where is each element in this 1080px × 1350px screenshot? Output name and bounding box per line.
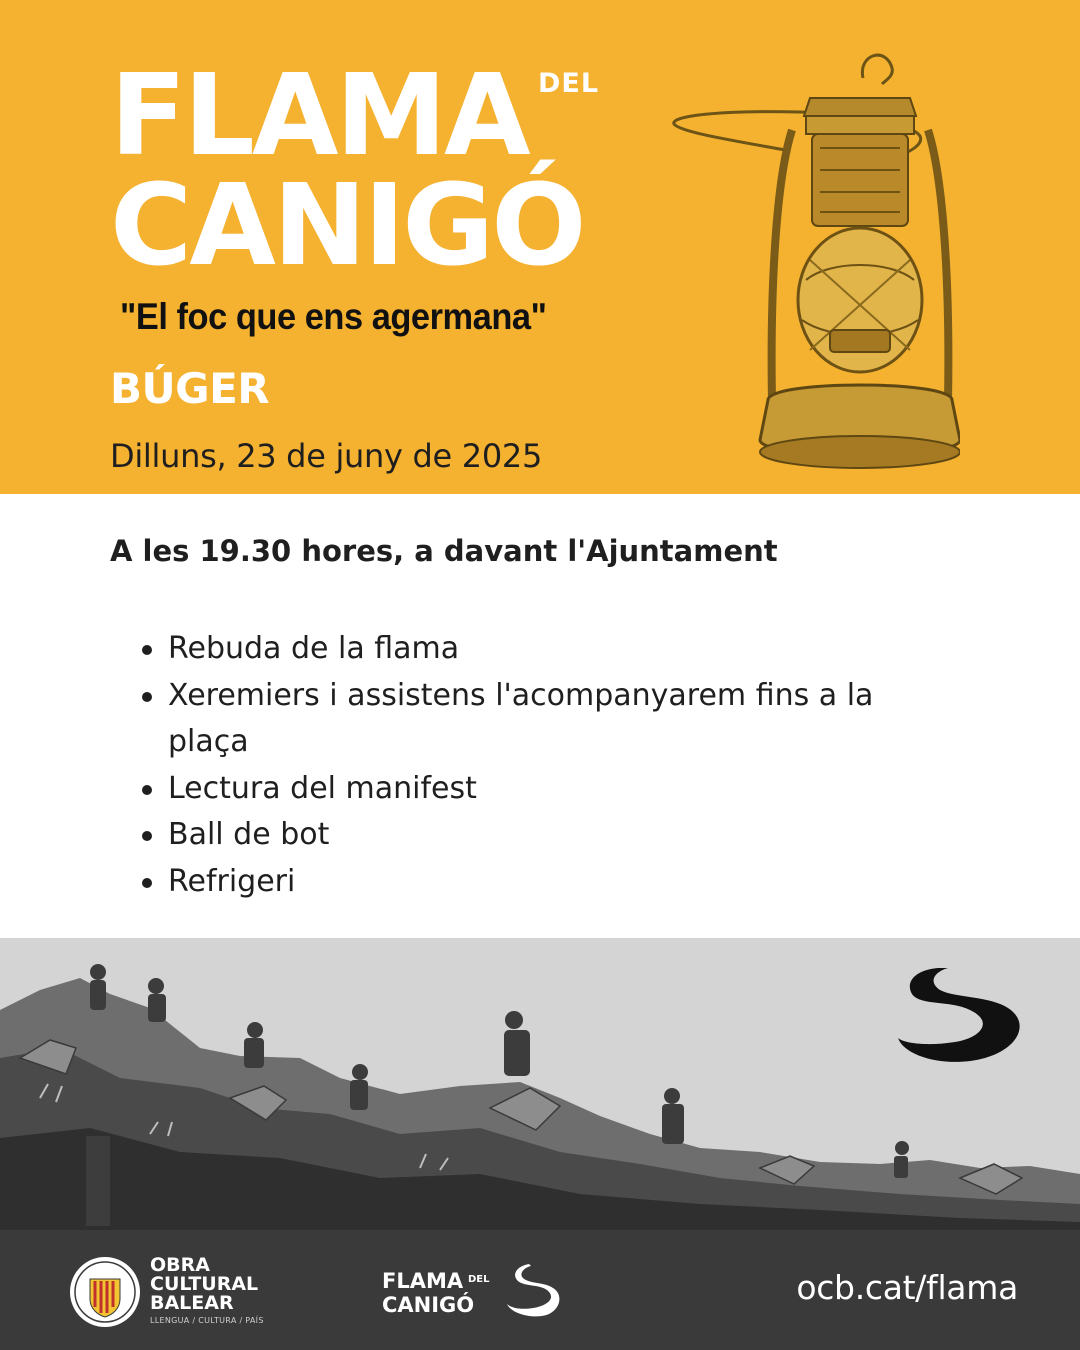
list-item: Xeremiers i assistens l'acompanyarem fins a la plaça [140, 673, 900, 766]
list-item: Refrigeri [140, 859, 900, 906]
mountain-hikers-image [0, 938, 1080, 1230]
website-link[interactable]: ocb.cat/flama [796, 1268, 1018, 1307]
title-canigo: CANIGÓ [110, 161, 584, 291]
ocb-line1: OBRA [150, 1254, 210, 1276]
ocb-tagline: LLENGUA / CULTURA / PAÍS [150, 1316, 264, 1325]
hikers-photo [0, 938, 1080, 1230]
footer [0, 1230, 1080, 1350]
activities-list [140, 626, 900, 905]
ocb-name [150, 1256, 258, 1313]
flama-logo-line2: CANIGÓ [382, 1293, 475, 1317]
time-place: A les 19.30 hores, a davant l'Ajuntament [110, 534, 778, 568]
list-item: Lectura del manifest [140, 766, 900, 813]
flama-logo-line1: FLAMA [382, 1269, 464, 1293]
list-item: Rebuda de la flama [140, 626, 900, 673]
motto: "El foc que ens agermana" [120, 296, 547, 337]
title-del: DEL [538, 68, 600, 99]
flame-s-icon [503, 1262, 561, 1318]
town-name: BÚGER [110, 364, 270, 413]
flama-logo-del: DEL [468, 1274, 490, 1285]
ocb-seal-icon [68, 1255, 142, 1329]
title-flama: FLAMA [110, 51, 528, 181]
ocb-line2: CULTURAL [150, 1273, 259, 1295]
list-item: Ball de bot [140, 812, 900, 859]
ocb-line3: BALEAR [150, 1292, 234, 1314]
lantern-icon [660, 40, 960, 480]
event-date: Dilluns, 23 de juny de 2025 [110, 437, 543, 475]
header-banner [0, 0, 1080, 494]
